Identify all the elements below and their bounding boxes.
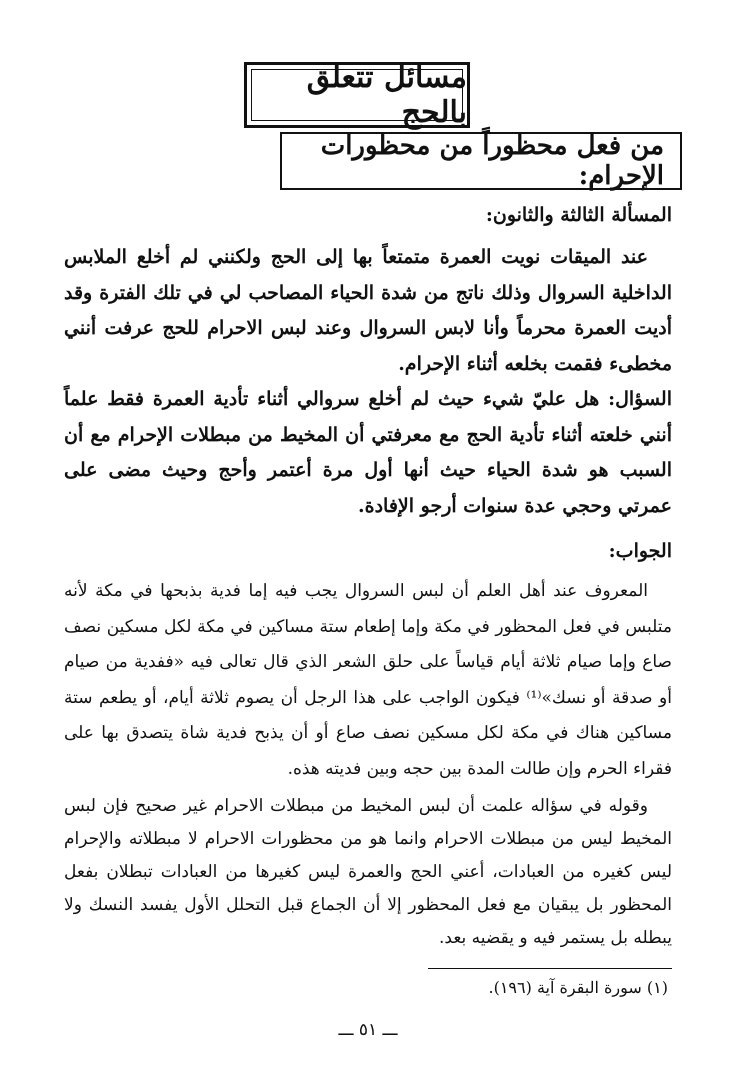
section-title-box [280, 132, 682, 190]
answer-paragraph: المعروف عند أهل العلم أن لبس السروال يجب فيه إما فدية بذبحها في مكة لأنه متلبس في فعل المحظور في مكة وإما إطعام ستة مساكين في مكة لكل مسكين نصف صاع وإما صيام ثلاثة أيام قياساً على حلق الشعر الذي قال تعالى فيه «ففدية من صيام أو صدقة أو نسك»⁽¹⁾ فيكون الواجب على هذا الرجل أن يصوم ثلاثة أيام، أو يطعم ستة مساكين هناك في مكة لكل مسكين نصف صاع أو أن يذبح فدية شاة يتصدق بها على فقراء الحرم وإن طالت المدة بين حجه وبين فديته هذه. [64, 581, 672, 779]
chapter-title: مسائل تتعلق بالحج [306, 60, 467, 130]
question-paragraph-1: عند الميقات نويت العمرة متمتعاً بها إلى الحج ولكنني لم أخلع الملابس الداخلية السروال وذلك ناتج من شدة الحياء المصاحب لي في تلك الفترة وقد أديت العمرة محرماً وأنا لابس السروال وعند لبس الاحرام للحج عرفت أنني مخطىء فقمت بخلعه أثناء الإحرام. [64, 246, 672, 375]
answer-heading: الجواب: [608, 540, 672, 562]
question-heading: المسألة الثالثة والثانون: [485, 204, 672, 226]
footnote: (١) سورة البقرة آية (١٩٦). [488, 978, 668, 997]
footnote-divider [428, 968, 672, 969]
comment-body [64, 790, 672, 955]
comment-paragraph: وقوله في سؤاله علمت أن لبس المخيط من مبطلات الاحرام غير صحيح فإن لبس المخيط ليس من مبطلات الاحرام وانما هو من محظورات الاحرام لا مبطلاته والإحرام ليس كغيره من العبادات، أعني الحج والعمرة ليس كغيرها من العبادات تبطلان بفعل المحظور بل يبقيان مع فعل المحظور إلا أن الجماع قبل التحلل الأول يفسد النسك ولا يبطله بل يستمر فيه و يقضيه بعد. [64, 796, 672, 948]
chapter-title-box [244, 62, 470, 128]
section-title: من فعل محظوراً من محظورات الإحرام: [320, 131, 664, 191]
page-number: ـــ ٥١ ـــ [338, 1020, 398, 1040]
question-body [64, 240, 672, 524]
question-paragraph-2: السؤال: هل عليّ شيء حيث لم أخلع سروالي أثناء تأدية العمرة فقط علماً أنني خلعته أثناء تأدية الحج مع معرفتي أن المخيط من مبطلات الإحرام مع أن السبب هو شدة الحياء حيث أنها أول مرة أعتمر وأحج وحيث مضى على عمرتي وحجي عدة سنوات أرجو الإفادة. [64, 388, 672, 517]
answer-body [64, 574, 672, 787]
